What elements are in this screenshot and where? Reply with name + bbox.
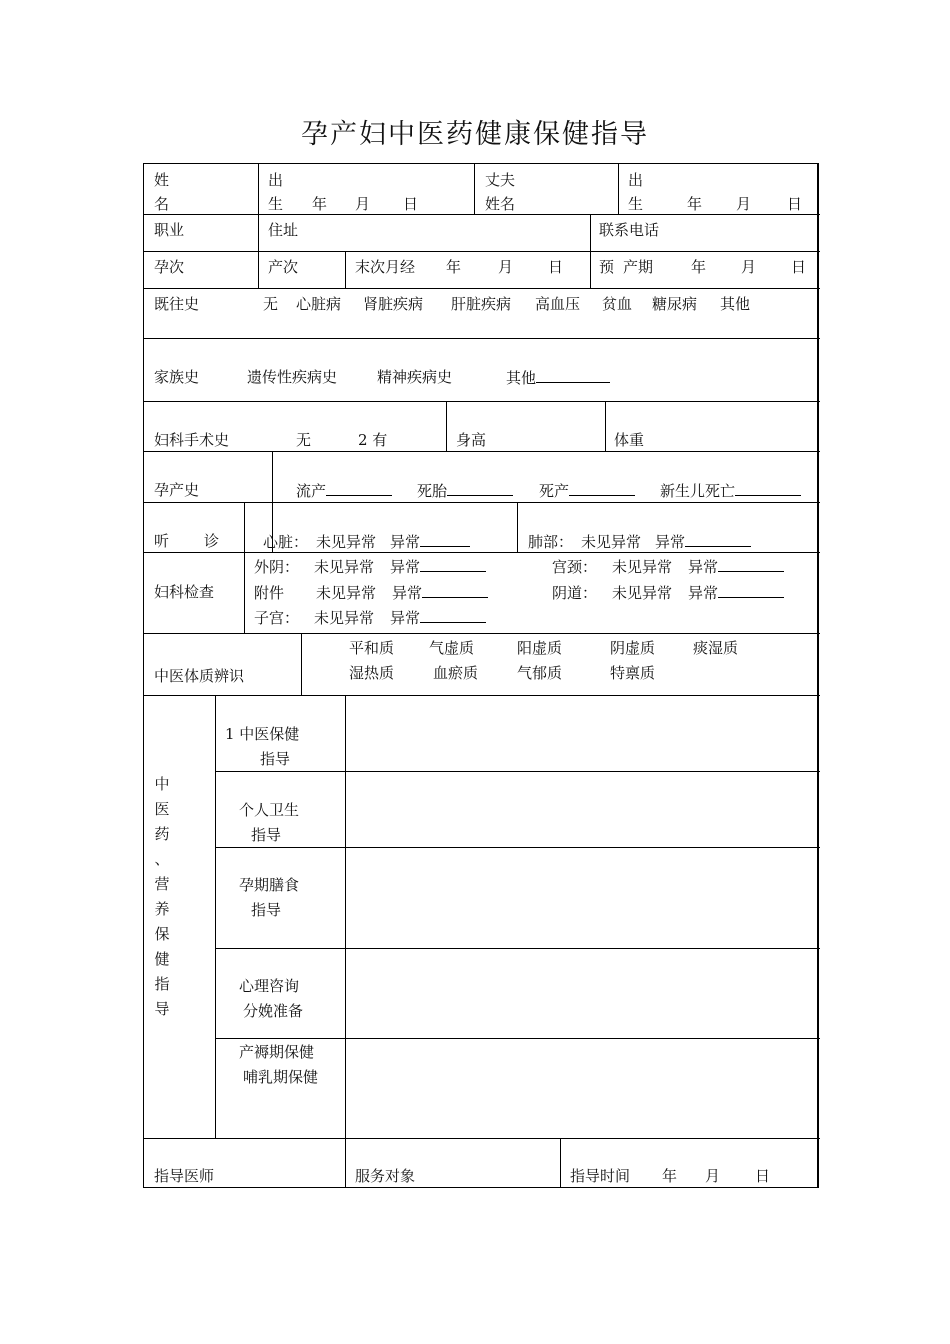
name-label-1: 姓 [154, 171, 170, 189]
family-option-hereditary: 遗传性疾病史 [247, 368, 338, 386]
guidance-tcm-line1: 1 中医保健 [225, 725, 300, 743]
form-title: 孕产妇中医药健康保健指导 [301, 119, 649, 150]
row-divider [144, 1138, 820, 1139]
husband-birth-month-label: 月 [736, 195, 752, 213]
gravida-label: 孕次 [154, 258, 185, 276]
weight-label: 体重 [614, 431, 645, 449]
col-divider [517, 502, 518, 552]
vagina-exam: 阴道： 未见异常 异常 [552, 582, 784, 603]
guidance-hygiene-line1: 个人卫生 [239, 801, 300, 819]
lmp-year-label: 年 [446, 258, 462, 276]
edd-label-a: 预 [599, 258, 615, 276]
history-option-none: 无 [263, 295, 279, 313]
husband-birth-year-label: 年 [687, 195, 703, 213]
para-label: 产次 [268, 258, 299, 276]
col-divider [618, 164, 619, 214]
lmp-label: 末次月经 [355, 258, 416, 276]
address-label: 住址 [268, 221, 299, 239]
pregnancy-stillbirth: 死胎 [417, 480, 513, 501]
auscultation-label-a: 听 [154, 532, 170, 550]
history-option-liver: 肝脏疾病 [451, 295, 512, 313]
lung-exam: 肺部： 未见异常 异常 [528, 531, 751, 552]
row-divider [144, 552, 820, 553]
col-divider [474, 164, 475, 214]
row-divider [215, 847, 820, 848]
history-option-other: 其他 [720, 295, 751, 313]
guidance-diet-line1: 孕期膳食 [239, 876, 300, 894]
birth-day-label: 日 [403, 195, 419, 213]
heart-abnormal-blank[interactable] [420, 531, 470, 547]
surgery-label: 妇科手术史 [154, 431, 230, 449]
lmp-month-label: 月 [498, 258, 514, 276]
row-divider [144, 401, 820, 402]
birth-year-label: 年 [312, 195, 328, 213]
col-divider [244, 502, 245, 633]
time-month-label: 月 [705, 1167, 721, 1185]
col-divider [215, 695, 216, 1138]
row-divider [215, 771, 820, 772]
col-divider [446, 401, 447, 451]
guidance-postpartum-line2: 哺乳期保健 [243, 1068, 319, 1086]
history-option-heart: 心脏病 [296, 295, 342, 313]
birth-label-1: 出 [268, 171, 284, 189]
abortion-blank[interactable] [326, 480, 392, 496]
pregnancy-deadbirth: 死产 [539, 480, 635, 501]
adnexa-abnormal-blank[interactable] [422, 582, 488, 598]
adnexa-exam: 附件 未见异常 异常 [254, 582, 488, 603]
health-guidance-form [143, 163, 819, 1188]
birth-label-2: 生 [268, 195, 284, 213]
husband-birth-label-2: 生 [628, 195, 644, 213]
history-option-kidney: 肾脏疾病 [363, 295, 424, 313]
family-option-other: 其他 [506, 367, 610, 388]
gyn-label: 妇科检查 [154, 583, 215, 601]
row-divider [144, 214, 820, 215]
phone-label: 联系电话 [599, 221, 660, 239]
husband-birth-day-label: 日 [787, 195, 803, 213]
heart-exam: 心脏： 未见异常 异常 [263, 531, 470, 552]
guidance-side-label: 中 医 药 、 营 养 保 健 指 导 [154, 775, 170, 1018]
row-divider [144, 338, 820, 339]
cervix-exam: 宫颈： 未见异常 异常 [552, 556, 784, 577]
edd-label-b: 产期 [623, 258, 654, 276]
edd-year-label: 年 [691, 258, 707, 276]
history-option-diabetes: 糖尿病 [652, 295, 698, 313]
edd-month-label: 月 [741, 258, 757, 276]
family-option-mental: 精神疾病史 [377, 368, 453, 386]
guidance-postpartum-line1: 产褥期保健 [239, 1043, 315, 1061]
deadbirth-blank[interactable] [569, 480, 635, 496]
constitution-damp-heat: 湿热质 [349, 664, 395, 682]
col-divider [345, 695, 346, 1188]
constitution-label: 中医体质辨识 [154, 667, 245, 685]
auscultation-label-b: 诊 [204, 532, 220, 550]
cervix-abnormal-blank[interactable] [718, 556, 784, 572]
constitution-qi-stagnation: 气郁质 [517, 664, 563, 682]
lung-abnormal-blank[interactable] [685, 531, 751, 547]
vagina-abnormal-blank[interactable] [718, 582, 784, 598]
husband-birth-label-1: 出 [628, 171, 644, 189]
guidance-hygiene-line2: 指导 [251, 826, 282, 844]
vulva-abnormal-blank[interactable] [420, 556, 486, 572]
edd-day-label: 日 [791, 258, 807, 276]
doctor-label: 指导医师 [154, 1167, 215, 1185]
family-other-blank[interactable] [536, 367, 610, 383]
row-divider [144, 695, 820, 696]
history-label: 既往史 [154, 295, 200, 313]
pregnancy-abortion: 流产 [296, 480, 392, 501]
job-label: 职业 [154, 221, 185, 239]
constitution-qi-deficiency: 气虚质 [429, 639, 475, 657]
constitution-special: 特禀质 [610, 664, 656, 682]
uterus-exam: 子宫： 未见异常 异常 [254, 607, 486, 628]
constitution-yang-deficiency: 阳虚质 [517, 639, 563, 657]
row-divider [144, 502, 820, 503]
height-label: 身高 [456, 431, 487, 449]
row-divider [144, 251, 820, 252]
col-divider [560, 1138, 561, 1188]
time-day-label: 日 [755, 1167, 771, 1185]
pregnancy-label: 孕产史 [154, 481, 200, 499]
pregnancy-neonatal-death: 新生儿死亡 [660, 480, 801, 501]
history-option-hypertension: 高血压 [535, 295, 581, 313]
constitution-phlegm-damp: 痰湿质 [693, 639, 739, 657]
name-label-2: 名 [154, 195, 170, 213]
col-divider [590, 214, 591, 288]
col-divider [301, 633, 302, 695]
vulva-exam: 外阴： 未见异常 异常 [254, 556, 486, 577]
husband-label-1: 丈夫 [485, 171, 516, 189]
guidance-diet-line2: 指导 [251, 901, 282, 919]
guidance-psych-line1: 心理咨询 [239, 977, 300, 995]
row-divider [144, 451, 820, 452]
guidance-psych-line2: 分娩准备 [243, 1002, 304, 1020]
family-label: 家族史 [154, 368, 200, 386]
row-divider [144, 633, 820, 634]
col-divider [258, 164, 259, 288]
constitution-blood-stasis: 血瘀质 [433, 664, 479, 682]
constitution-yin-deficiency: 阴虚质 [610, 639, 656, 657]
guidance-tcm-line2: 指导 [260, 750, 291, 768]
row-divider [144, 288, 820, 289]
col-divider [605, 401, 606, 451]
stillbirth-blank[interactable] [447, 480, 513, 496]
col-divider [345, 251, 346, 288]
uterus-abnormal-blank[interactable] [420, 607, 486, 623]
husband-label-2: 姓名 [485, 195, 516, 213]
surgery-option-has: 2 有 [358, 431, 388, 449]
time-year-label: 年 [662, 1167, 678, 1185]
birth-month-label: 月 [355, 195, 371, 213]
row-divider [215, 948, 820, 949]
history-option-anemia: 贫血 [602, 295, 633, 313]
subject-label: 服务对象 [355, 1167, 416, 1185]
row-divider [215, 1038, 820, 1039]
constitution-balanced: 平和质 [349, 639, 395, 657]
surgery-option-none: 无 [296, 431, 312, 449]
neonatal-death-blank[interactable] [735, 480, 801, 496]
time-label: 指导时间 [570, 1167, 631, 1185]
lmp-day-label: 日 [548, 258, 564, 276]
